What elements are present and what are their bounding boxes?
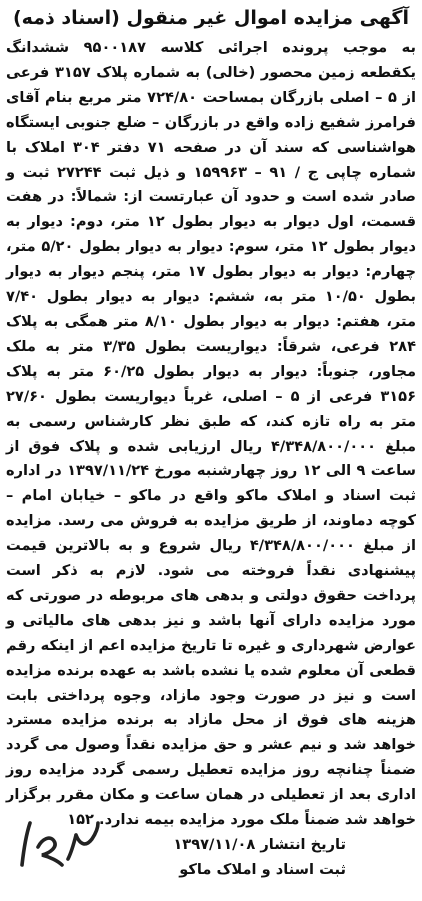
publish-date: تاریخ انتشار ۱۳۹۷/۱۱/۰۸ [173, 836, 346, 853]
handwritten-number-mark [16, 817, 102, 871]
office-name: ثبت اسناد و املاک ماکو [179, 860, 346, 878]
notice-title: آگهی مزایده اموال غیر منقول (اسناد ذمه) [12, 7, 409, 29]
notice-body: به موجب پرونده اجرائی کلاسه ۹۵۰۰۱۸۷ ششدانگ یکقطعه زمین محصور (خالی) به شماره پلاک ۳۱۵۷ فرعی از ۵ – اصلی بازرگان بمساحت ۷۲۴/۸۰ متر مربع بنام آقای فرامرز شفیع زاده واقع در بازرگان – ضلع جنوبی ایستگاه هواشناسی که سند آن در صفحه ۷۱ دفتر ۳۰۴ املاک با شماره چاپی ج / ۹۱ – ۱۵۹۹۶۳ و ذیل ثبت ۲۷۲۴۴ ثبت و صادر شده است و حدود آن عبارتست از: شمالاً: در هفت قسمت، اول دیوار به دیوار بطول ۱۲ متر، دوم: دیوار به دیوار بطول ۱۲ متر، سوم: دیوار به دیوار بطول ۵/۲۰ متر، چهارم: دیوار به دیوار بطول ۱۷ متر، پنجم دیوار به دیوار بطول ۱۰/۵۰ متر به، ششم: دیوار به دیوار بطول ۷/۴۰ متر، هفتم: دیوار به دیوار بطول ۸/۱۰ متر همگی به پلاک ۲۸۴ فرعی، شرقاً: دیواریست بطول ۳/۳۵ متر به ملک مجاور، جنوباً: دیوار به دیوار بطول ۶۰/۲۵ متر به پلاک ۳۱۵۶ فرعی از ۵ – اصلی، غرباً دیواریست بطول ۲۷/۶۰ متر به راه تازه کند، که طبق نظر کارشناس رسمی به مبلغ ۴/۳۴۸/۸۰۰/۰۰۰ ریال ارزیابی شده و پلاک فوق از ساعت ۹ الی ۱۲ روز چهارشنبه مورخ ۱۳۹۷/۱۱/۲۴ در اداره ثبت اسناد و املاک ماکو واقع در ماکو – خیابان امام – کوچه دماوند، از طریق مزایده به فروش می رسد. مزایده از مبلغ ۴/۳۴۸/۸۰۰/۰۰۰ ریال شروع و به بالاترین قیمت پیشنهادی نقداً فروخته می شود. لازم به ذکر است پرداخت حقوق دولتی و بدهی های مربوطه در صورتی که مورد مزایده دارای آنها باشد و نیز بدهی های مالیاتی و عوارض شهرداری و غیره تا تاریخ مزایده اعم از اینکه رقم قطعی آن معلوم شده یا نشده باشد به عهده برنده مزایده است و نیز در صورت وجود مازاد، وجوه پرداختی بابت هزینه های فوق از محل مازاد به برنده مزایده مسترد خواهد شد و نیم عشر و حق مزایده نقداً وصول می گردد ضمناً چنانچه روز مزایده تعطیل رسمی گردد مزایده روز اداری بعد از تعطیلی در همان ساعت و مکان مقرر برگزار خواهد شد ضمناً ملک مورد مزایده بیمه ندارد. ۱۵۲ [6, 39, 417, 829]
